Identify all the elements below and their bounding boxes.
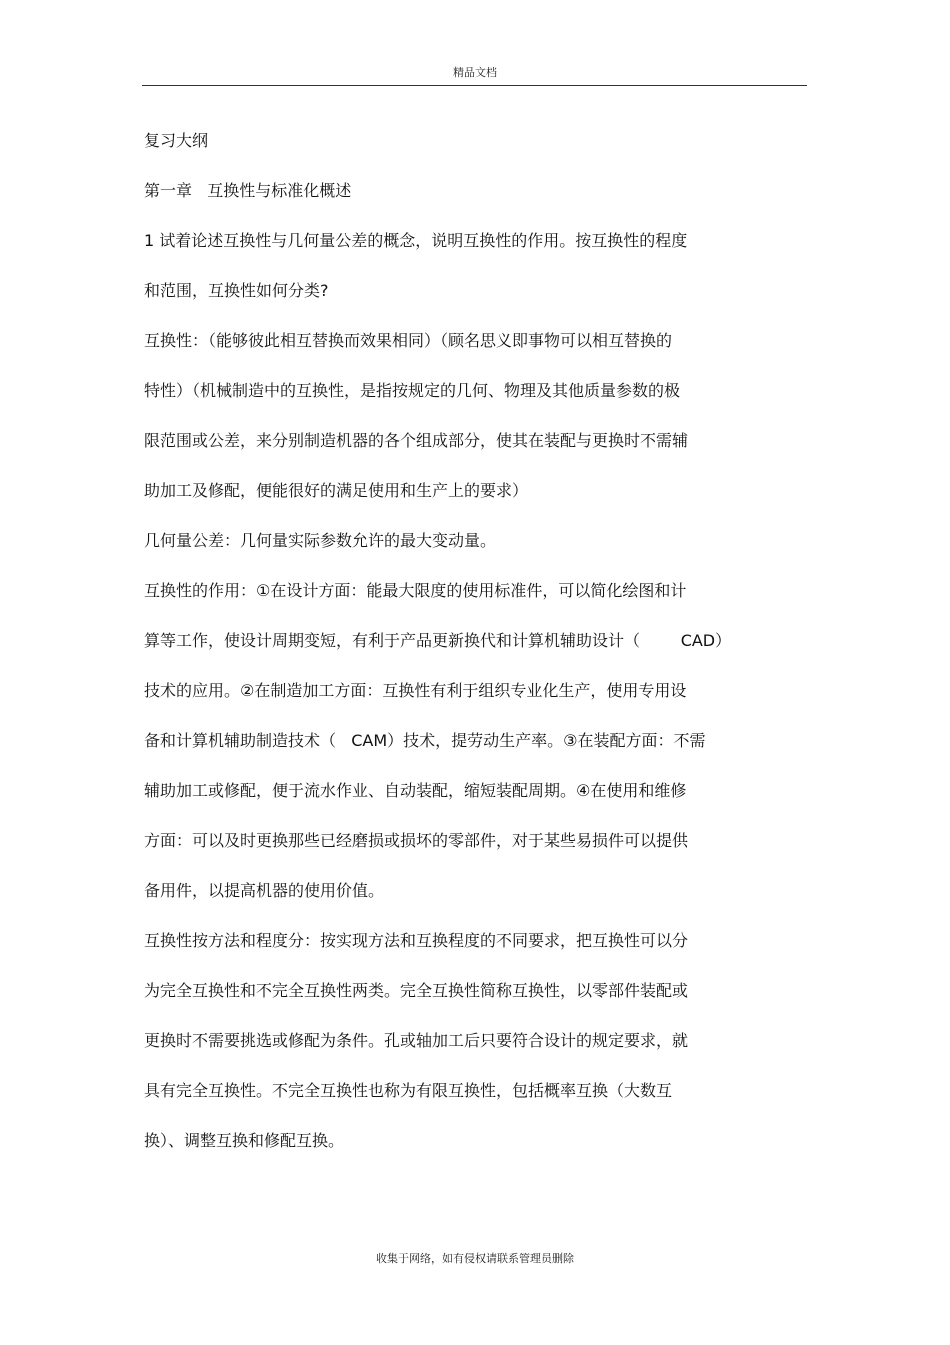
text-line: 和范围，互换性如何分类?	[144, 281, 329, 300]
text-line: 备用件，以提高机器的使用价值。	[144, 881, 385, 900]
text-line: 为完全互换性和不完全互换性两类。完全互换性简称互换性，以零部件装配或	[144, 981, 689, 1000]
text-line: 技术的应用。②在制造加工方面：互换性有利于组织专业化生产，使用专用设	[144, 681, 687, 700]
doc-title: 复习大纲	[144, 131, 209, 150]
text-line: 互换性：（能够彼此相互替换而效果相同）（顾名思义即事物可以相互替换的	[144, 331, 673, 350]
text-line: 换）、调整互换和修配互换。	[144, 1131, 345, 1150]
page-footer: 收集于网络，如有侵权请联系管理员删除	[376, 1252, 574, 1265]
text-line: 更换时不需要挑选或修配为条件。孔或轴加工后只要符合设计的规定要求，就	[144, 1031, 689, 1050]
text-line: 几何量公差：几何量实际参数允许的最大变动量。	[144, 531, 497, 550]
text-line: 辅助加工或修配，便于流水作业、自动装配，缩短装配周期。④在使用和维修	[144, 781, 687, 800]
text-line: 具有完全互换性。不完全互换性也称为有限互换性，包括概率互换（大数互	[144, 1081, 673, 1100]
text-line: 备和计算机辅助制造技术（ CAM）技术，提劳动生产率。③在装配方面：不需	[144, 731, 706, 750]
text-line: 方面：可以及时更换那些已经磨损或损坏的零部件，对于某些易损件可以提供	[144, 831, 689, 850]
text-line: 算等工作，使设计周期变短，有利于产品更新换代和计算机辅助设计（ CAD）	[144, 631, 732, 650]
text-line: 特性）（机械制造中的互换性，是指按规定的几何、物理及其他质量参数的极	[144, 381, 681, 400]
text-line: 互换性按方法和程度分：按实现方法和互换程度的不同要求，把互换性可以分	[144, 931, 689, 950]
header-divider	[142, 85, 807, 86]
text-line: 限范围或公差，来分别制造机器的各个组成部分，使其在装配与更换时不需辅	[144, 431, 689, 450]
text-line: 互换性的作用：①在设计方面：能最大限度的使用标准件，可以简化绘图和计	[144, 581, 687, 600]
text-line: 1 试着论述互换性与几何量公差的概念，说明互换性的作用。按互换性的程度	[144, 231, 688, 250]
chapter-heading: 第一章 互换性与标准化概述	[144, 181, 352, 200]
text-line: 助加工及修配，便能很好的满足使用和生产上的要求）	[144, 481, 529, 500]
page-header: 精品文档	[453, 66, 497, 79]
